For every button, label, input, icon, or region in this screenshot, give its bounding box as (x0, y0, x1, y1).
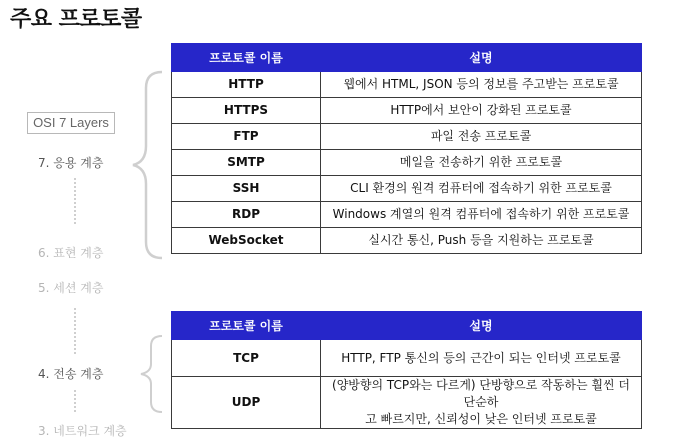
protocol-name: HTTPS (172, 98, 321, 124)
protocol-name: TCP (172, 340, 321, 377)
protocol-name: SMTP (172, 150, 321, 176)
table-row (172, 150, 642, 176)
osi-layers-label: OSI 7 Layers (27, 112, 115, 134)
protocol-description: CLI 환경의 원격 컴퓨터에 접속하기 위한 프로토콜 (321, 176, 642, 202)
protocol-description: Windows 계열의 원격 컴퓨터에 접속하기 위한 프로토콜 (321, 202, 642, 228)
protocol-name: WebSocket (172, 228, 321, 254)
table-row (172, 98, 642, 124)
description-line: 고 빠르지만, 신뢰성이 낮은 인터넷 프로토콜 (365, 412, 597, 426)
table-row (172, 202, 642, 228)
transport-brace (138, 334, 166, 414)
column-header-description: 설명 (321, 312, 642, 340)
transport-protocol-table (171, 311, 642, 429)
table-row (172, 228, 642, 254)
protocol-name: HTTP (172, 72, 321, 98)
layer-session: 5. 세션 계층 (38, 281, 104, 295)
dotted-divider (74, 390, 78, 412)
layer-presentation: 6. 표현 계층 (38, 246, 104, 260)
protocol-name: RDP (172, 202, 321, 228)
protocol-description: HTTP, FTP 통신의 등의 근간이 되는 인터넷 프로토콜 (321, 340, 642, 377)
description-line: (양방향의 TCP와는 다르게) 단방향으로 작동하는 훨씬 더 단순하 (332, 378, 630, 409)
application-brace (130, 70, 166, 260)
column-header-protocol-name: 프로토콜 이름 (172, 44, 321, 72)
protocol-description: 실시간 통신, Push 등을 지원하는 프로토콜 (321, 228, 642, 254)
protocol-name: UDP (172, 377, 321, 429)
application-protocol-table (171, 43, 642, 254)
protocol-description (321, 377, 642, 429)
protocol-description: 웹에서 HTML, JSON 등의 정보를 주고받는 프로토콜 (321, 72, 642, 98)
dotted-divider (74, 308, 78, 354)
table-row (172, 340, 642, 377)
dotted-divider (74, 178, 78, 224)
layer-transport: 4. 전송 계층 (38, 367, 104, 381)
protocol-name: FTP (172, 124, 321, 150)
table-row (172, 124, 642, 150)
column-header-protocol-name: 프로토콜 이름 (172, 312, 321, 340)
table-row (172, 377, 642, 429)
layer-network: 3. 네트워크 계층 (38, 424, 127, 438)
protocol-description: 메일을 전송하기 위한 프로토콜 (321, 150, 642, 176)
column-header-description: 설명 (321, 44, 642, 72)
protocol-description: 파일 전송 프로토콜 (321, 124, 642, 150)
protocol-description: HTTP에서 보안이 강화된 프로토콜 (321, 98, 642, 124)
table-row (172, 176, 642, 202)
protocol-name: SSH (172, 176, 321, 202)
page-title: 주요 프로토콜 (10, 7, 142, 32)
layer-application: 7. 응용 계층 (38, 156, 104, 170)
table-row (172, 72, 642, 98)
